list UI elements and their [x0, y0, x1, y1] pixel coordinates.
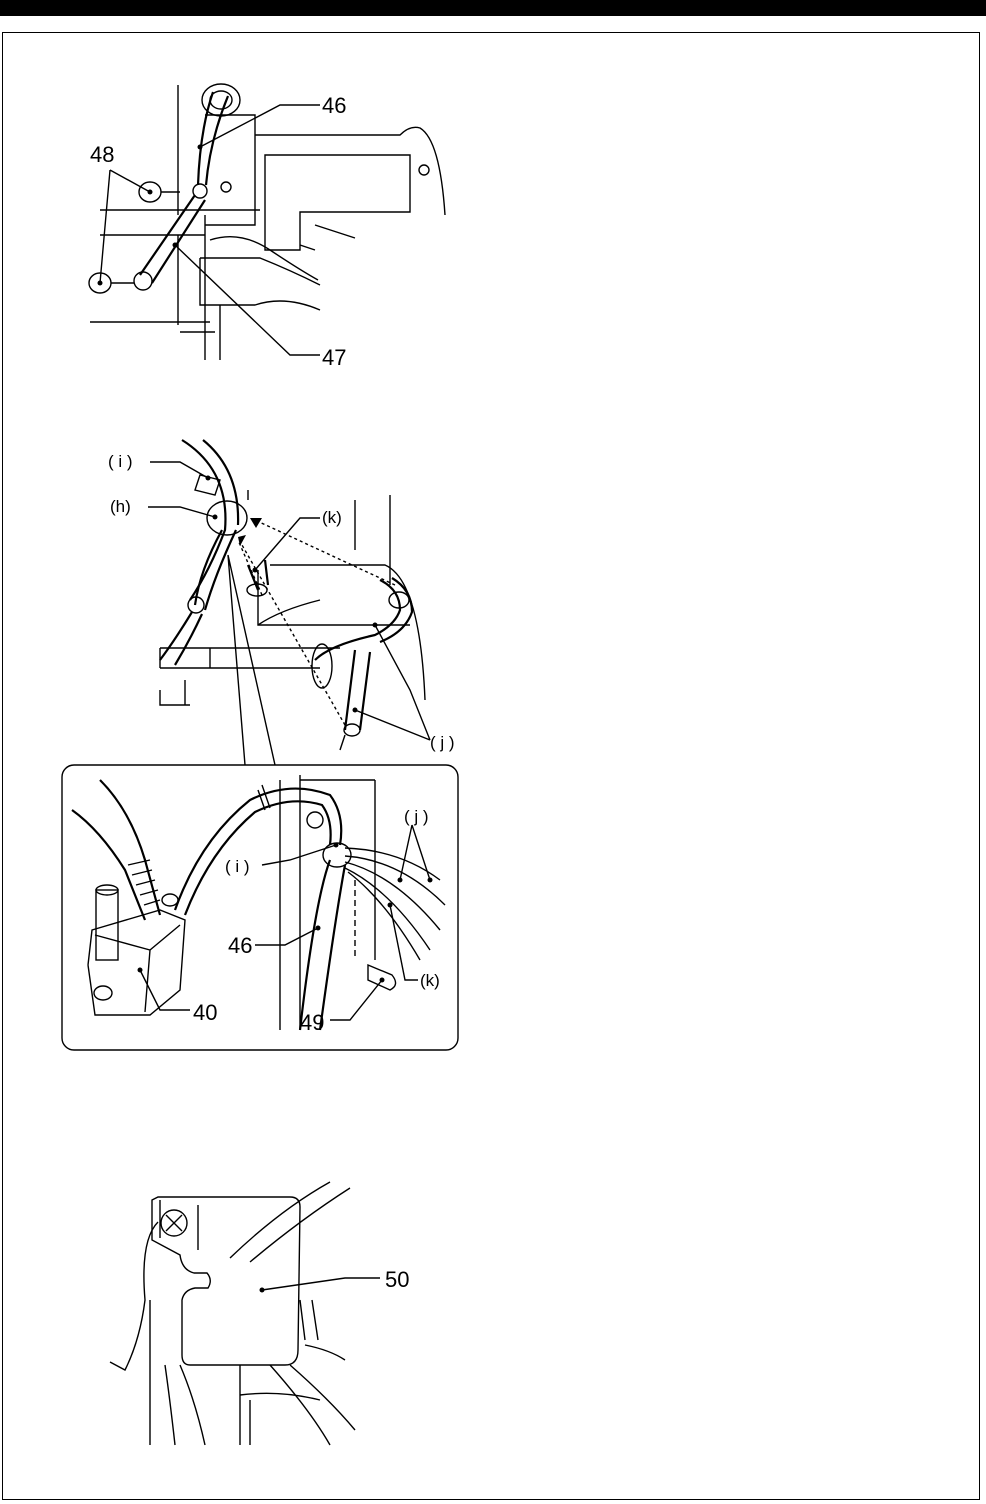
label-k: (k) — [322, 508, 342, 527]
figure-1-hose-routing — [89, 84, 445, 360]
inset-label-j: ( j ) — [404, 807, 429, 826]
label-47: 47 — [322, 345, 347, 370]
label-46: 46 — [322, 93, 347, 118]
figure-2-inset-detail — [62, 765, 458, 1050]
label-j: ( j ) — [430, 733, 455, 752]
inset-label-49: 49 — [300, 1010, 325, 1035]
label-48: 48 — [90, 142, 115, 167]
inset-label-40: 40 — [193, 1000, 218, 1025]
inset-label-k: (k) — [420, 971, 440, 990]
figure-2-hose-connection — [148, 440, 430, 765]
label-50: 50 — [385, 1267, 410, 1292]
label-i: ( i ) — [108, 452, 133, 471]
inset-label-46: 46 — [228, 933, 253, 958]
inset-label-i: ( i ) — [225, 857, 250, 876]
figure-3-hose-cover — [110, 1182, 380, 1445]
label-h: (h) — [110, 497, 131, 516]
